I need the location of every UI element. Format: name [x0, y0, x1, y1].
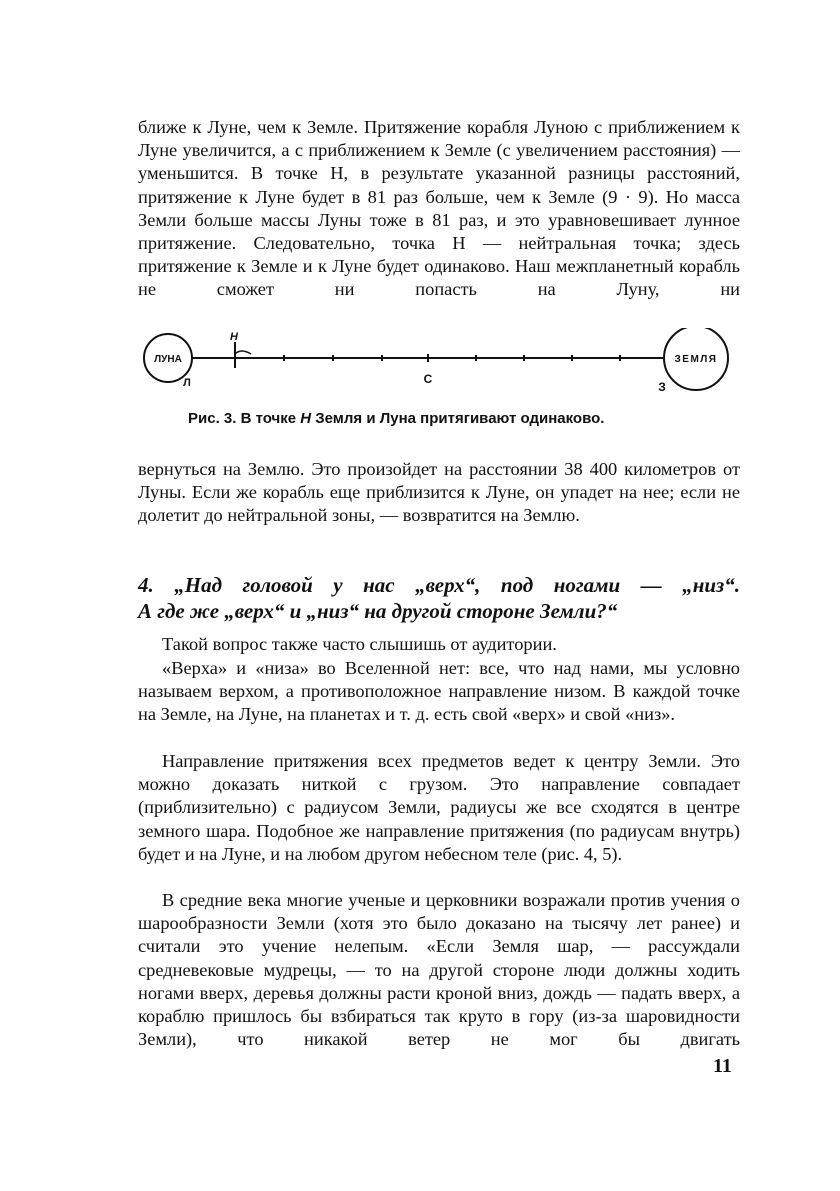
point-h-label: Н [230, 331, 238, 343]
section-heading [138, 572, 740, 624]
point-l-label: Л [183, 377, 191, 389]
caption-point: Н [300, 410, 312, 427]
paragraph-3: Такой вопрос также часто слышишь от аудитории. [162, 634, 557, 654]
figure-moon-earth [138, 328, 740, 400]
moon-label: ЛУНА [154, 354, 182, 365]
page-number: 11 [713, 1055, 732, 1077]
heading-line-1: 4. „Над головой у нас „верх“, под ногами — „низ“. [138, 573, 740, 597]
point-h-arc [235, 351, 251, 354]
paragraph-1: ближе к Луне, чем к Земле. Притяжение корабля Луною с приближением к Луне увеличится, а с приближением к Земле (с увеличением расстояния) — уменьшится. В точке Н, в результате указанной разницы расстояний, притяжение к Луне будет в 81 раз больше, чем к Земле (9 · 9). Но масса Земли больше массы Луны тоже в 81 раз, и это уравновешивает лунное притяжение. Следовательно, точка Н — нейтральная точка; здесь притяжение к Земле и к Луне будет одинаково. Наш межпланетный корабль не сможет ни попасть на Луну, ни [138, 117, 740, 300]
paragraph-2: вернуться на Землю. Это произойдет на расстоянии 38 400 километров от Луны. Если же корабль еще приблизится к Луне, он упадет на нее; если не долетит до нейтральной зоны, — возвратится на Землю. [138, 459, 740, 526]
paragraph-6: В средние века многие ученые и церковники возражали против учения о шарообразности Земли (хотя это было доказано на тысячу лет ранее) и считали это учение нелепым. «Если Земля шар, — рассуждали средневековые мудрецы, — то на другой стороне люди должны ходить ногами вверх, деревья должны расти кроной вниз, дождь — падать вверх, а кораблю пришлось бы взбираться так круто в гору (из-за шаровидности Земли), что никакой ветер не мог бы двигать [138, 890, 740, 1050]
caption-suffix: Земля и Луна притягивают одинаково. [311, 410, 605, 427]
figure-caption [188, 409, 708, 429]
paragraph-4: «Верха» и «низа» во Вселенной нет: все, что над нами, мы условно называем верхом, а противоположное направление низом. В каждой точке на Земле, на Луне, на планетах и т. д. есть свой «верх» и свой «низ». [138, 658, 740, 725]
caption-prefix: Рис. 3. В точке [188, 410, 301, 427]
earth-label: ЗЕМЛЯ [674, 354, 718, 365]
point-z-label: З [658, 380, 666, 394]
paragraph-5: Направление притяжения всех предметов ведет к центру Земли. Это можно доказать ниткой с грузом. Это направление совпадает (приблизительно) с радиусом Земли, радиусы же все сходятся в центре земного шара. Подобное же направление притяжения (по радиусам внутрь) будет и на Луне, и на любом другом небесном теле (рис. 4, 5). [138, 751, 740, 864]
point-c-label: С [423, 372, 433, 386]
heading-line-2: А где же „верх“ и „низ“ на другой стороне Земли?“ [138, 599, 618, 623]
